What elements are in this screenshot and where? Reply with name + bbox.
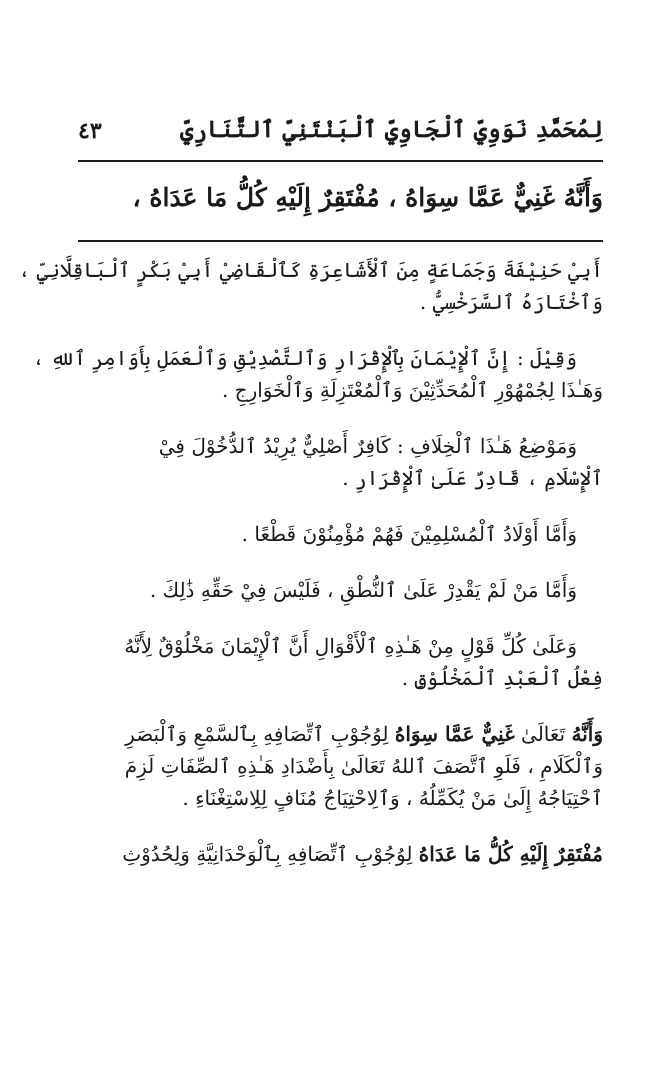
text-line: وَعَلَىٰ كُلِّ قَوْلٍ مِنْ هَـٰذِهِ ٱلْأَقْوَالِ أَنَّ ٱلْإِيْمَانَ مَخْلُوْقٌ لِأَنَّهُ bbox=[124, 634, 577, 658]
matn-commentary-divider bbox=[78, 240, 603, 242]
text-line: وَمَوْضِعُ هَـٰذَا ٱلْخِلَافِ : كَافِرٌ أَصْلِيٌّ يُرِيْدُ ٱلدُّخُوْلَ فِيْ bbox=[158, 434, 577, 458]
matn-quote: وَأَنَّهُ bbox=[571, 722, 603, 746]
text-line: وَأَمَّا أَوْلَادُ ٱلْمُسْلِمِيْنَ فَهُمْ مُؤْمِنُوْنَ قَطْعًا . bbox=[241, 522, 577, 546]
text-line: وَهَـٰذَا لِجُمْهُوْرِ ٱلْمُحَدِّثِيْنَ وَٱلْمُعْتَزِلَةِ وَٱلْخَوَارِجِ . bbox=[221, 378, 603, 402]
matn-text: وَأَنَّهُ غَنِيٌّ عَمَّا سِوَاهُ ، مُفْتَقِرٌ إِلَيْهِ كُلُّ مَا عَدَاهُ ، bbox=[132, 183, 603, 212]
text-line: وَقِيْلَ : إِنَّ ٱلْإِيْمَانَ بِٱلْإِقْرَارِ وَٱلتَّصْدِيْقِ وَٱلْعَمَلِ بِأَوَامِرِ ٱللهِ ، bbox=[32, 346, 577, 370]
commentary-text: لِوُجُوْبِ ٱتِّصَافِهِ بِٱلسَّمْعِ وَٱلْبَصَرِ bbox=[125, 722, 395, 746]
text-line: أَبِيْ حَنِيْفَةَ وَجَمَاعَةٍ مِنَ ٱلْأَشَاعِرَةِ كَٱلْقَاضِيْ أَبِيْ بَكْرٍ ٱلْبَاقِلَّانِيِّ ، bbox=[18, 258, 603, 282]
text-line: وَأَمَّا مَنْ لَمْ يَقْدِرْ عَلَىٰ ٱلنُّطْقِ ، فَلَيْسَ فِيْ حَقِّهِ ذَٰلِكَ . bbox=[149, 578, 577, 602]
text-line: وَٱخْتَارَهُ ٱلسَّرَخْسِيُّ . bbox=[419, 290, 603, 314]
commentary-text: لِوُجُوْبِ ٱتِّصَافِهِ بِٱلْوَحْدَانِيَّةِ وَلِحُدُوْثِ bbox=[122, 842, 419, 866]
text-line: ٱلْإِسْلَامِ ، قَادِرٌ عَلَىٰ ٱلْإِقْرَارِ . bbox=[342, 466, 603, 490]
running-title: لِمُحَمَّدِ نَوَوِيِّ ٱلْجَاوِيِّ ٱلْبَنْتَنِيِّ ٱلتَّنَارِيِّ bbox=[180, 116, 603, 143]
text-line bbox=[78, 718, 603, 750]
commentary-paragraph bbox=[32, 342, 603, 406]
text-line: وَٱلْكَلَامِ ، فَلَوِ ٱتَّصَفَ ٱللهُ تَعَالَىٰ بِأَضْدَادِ هَـٰذِهِ ٱلصِّفَاتِ لَزِمَ bbox=[124, 754, 603, 778]
commentary-paragraph bbox=[78, 518, 603, 550]
matn-quote: غَنِيٌّ عَمَّا سِوَاهُ bbox=[394, 722, 515, 746]
text-line bbox=[78, 838, 603, 870]
commentary-paragraph bbox=[18, 254, 603, 318]
matn-quote: مُفْتَقِرٌ إِلَيْهِ كُلُّ مَا عَدَاهُ bbox=[418, 842, 603, 866]
commentary-paragraph bbox=[78, 574, 603, 606]
page-number: ٤٣ bbox=[78, 118, 102, 144]
commentary-paragraph bbox=[78, 838, 603, 870]
commentary-text: تَعَالَىٰ bbox=[514, 722, 572, 746]
commentary-body bbox=[18, 254, 603, 894]
commentary-paragraph bbox=[78, 630, 603, 694]
text-line: فِعْلُ ٱلْعَبْدِ ٱلْمَخْلُوْقِ . bbox=[401, 666, 603, 690]
header-divider bbox=[78, 160, 603, 162]
text-line: ٱحْتِيَاجُهُ إِلَىٰ مَنْ يُكَمِّلُهُ ، وَٱلِاحْتِيَاجُ مُنَافٍ لِلِاسْتِغْنَاءِ . bbox=[182, 786, 603, 810]
page-header bbox=[78, 112, 603, 156]
commentary-paragraph bbox=[78, 718, 603, 814]
commentary-paragraph bbox=[78, 430, 603, 494]
